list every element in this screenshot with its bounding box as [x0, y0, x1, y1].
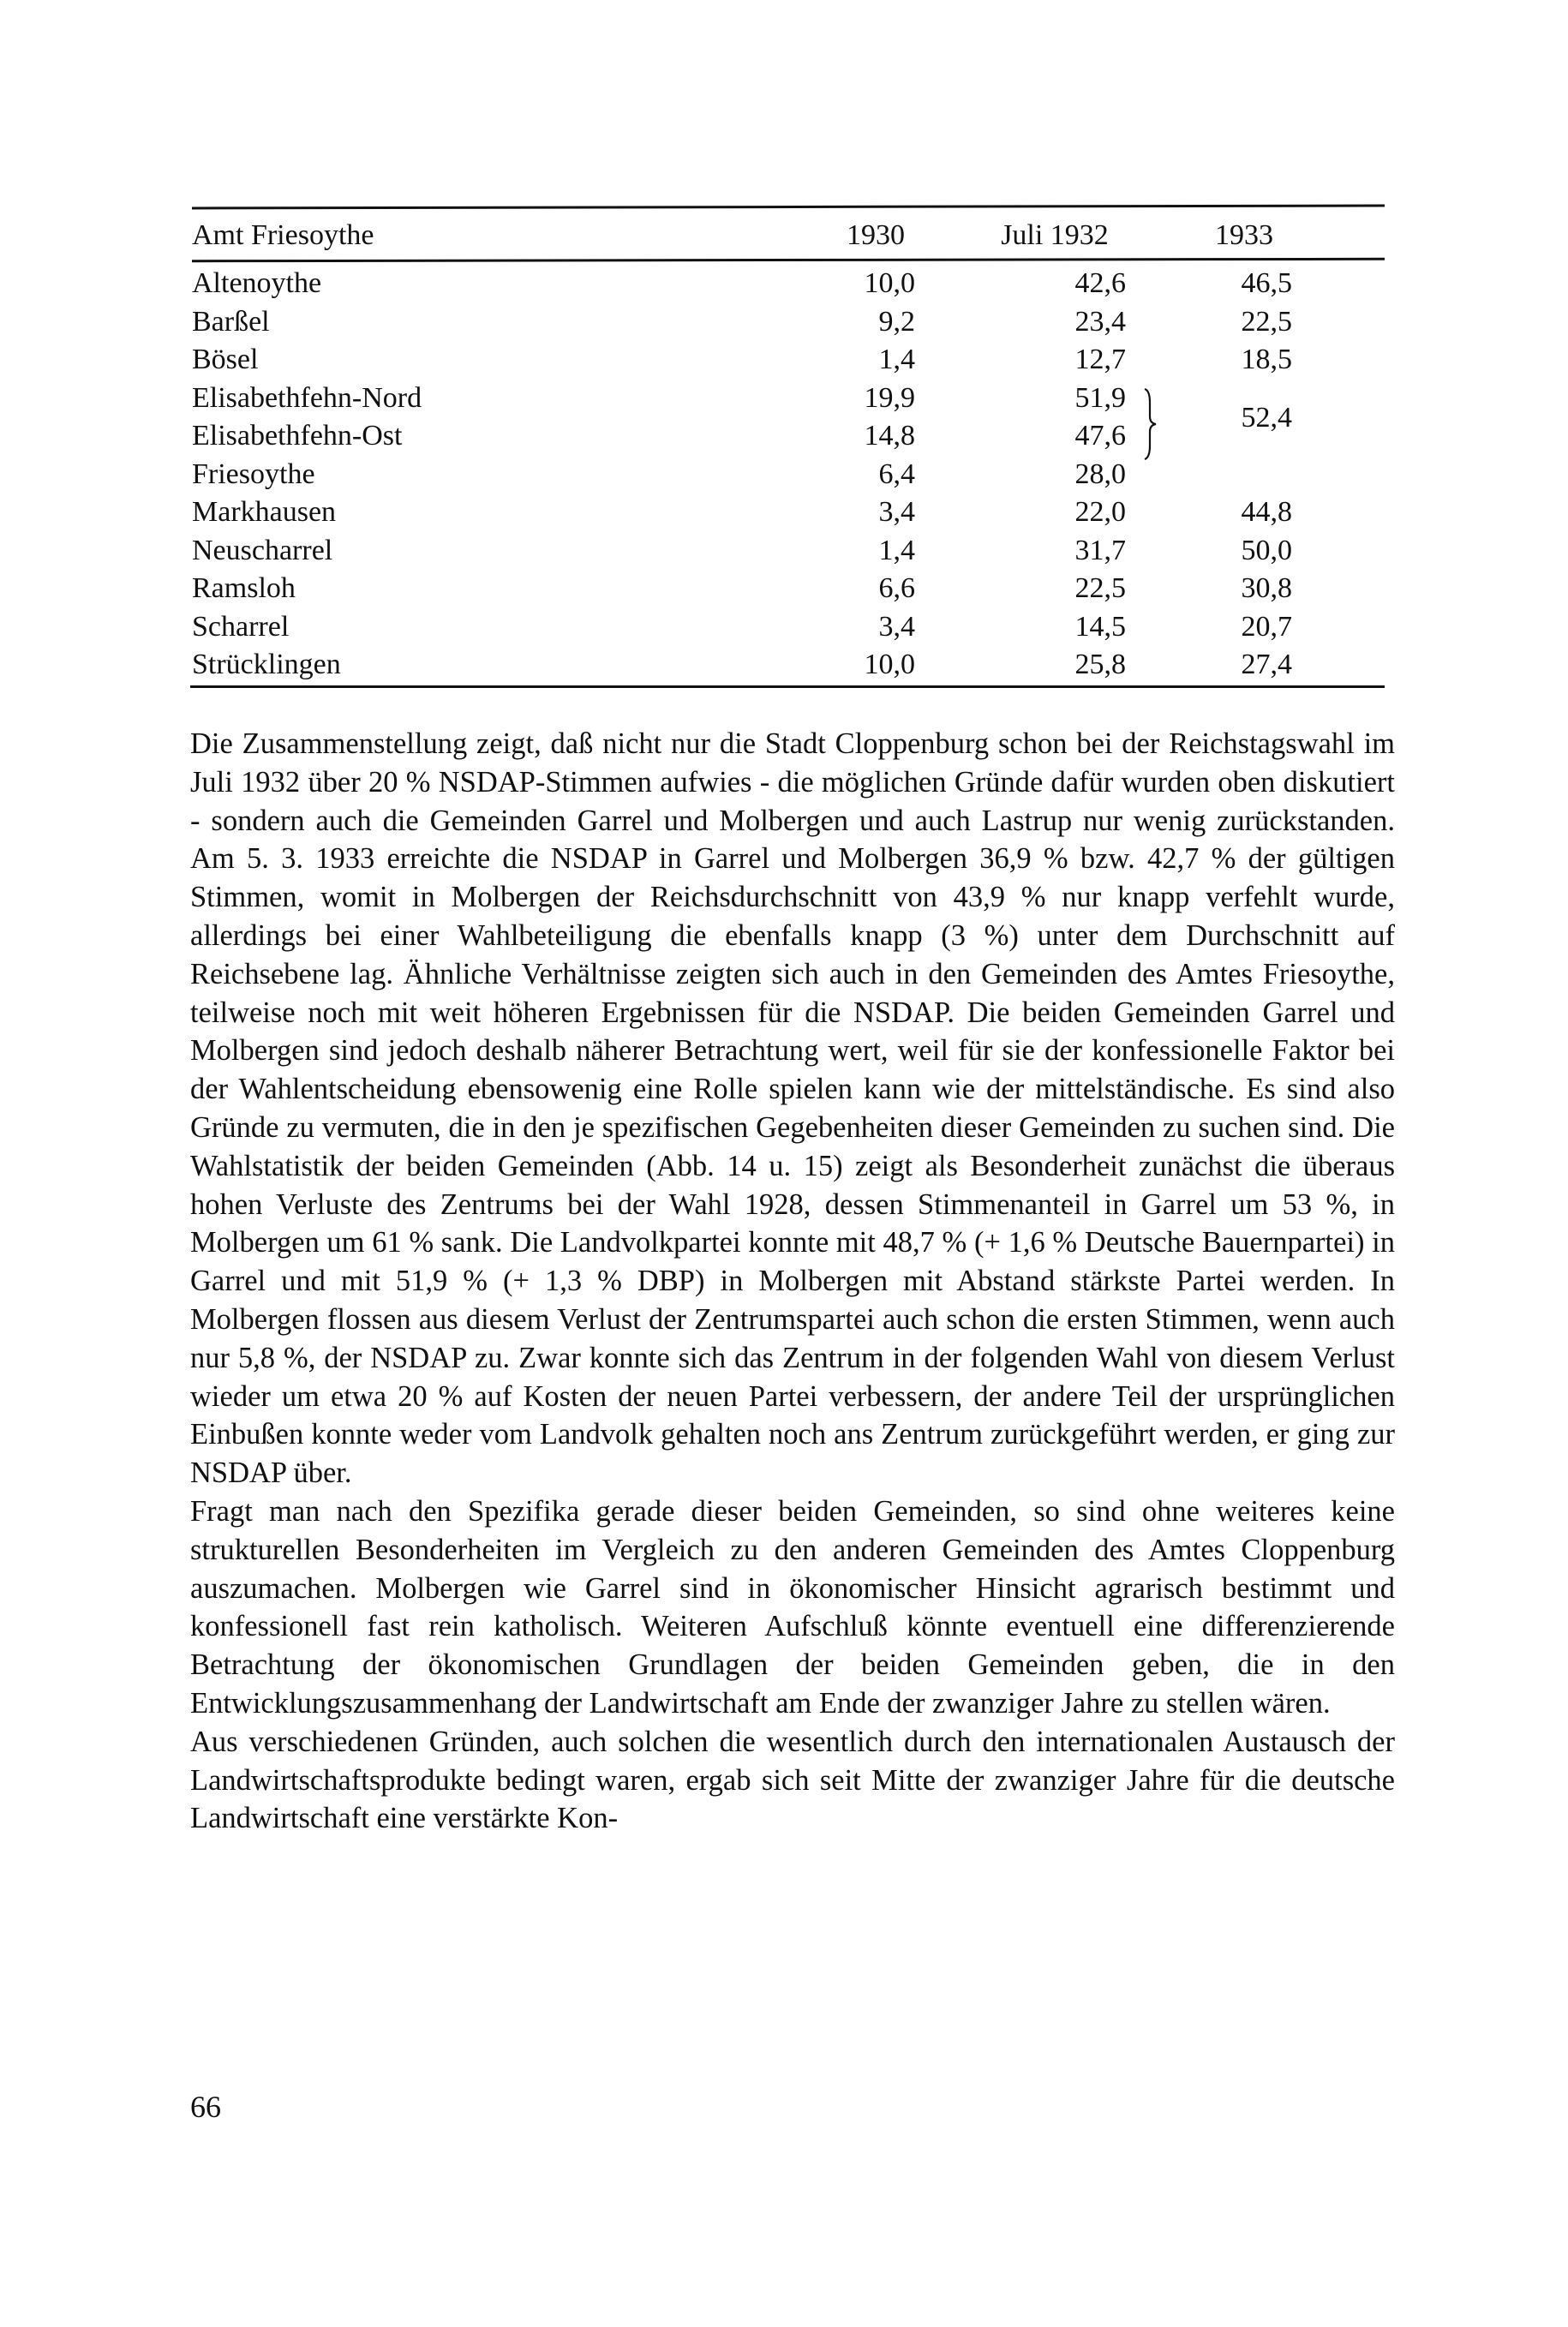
cell-1930: 10,0	[864, 649, 915, 680]
paragraph: Die Zusammenstellung zeigt, daß nicht nur die Stadt Cloppenburg schon bei der Reichstagswahl im Juli 1932 über 20 % NSDAP-Stimmen aufwies - die möglichen Gründe dafür wurden oben diskutiert - sondern auch die Gemeinden Garrel und Molbergen und auch Lastrup nur wenig zurückstanden. Am 5. 3. 1933 erreichte die NSDAP in Garrel und Molbergen 36,9 % bzw. 42,7 % der gültigen Stimmen, womit in Molbergen der Reichsdurchschnitt von 43,9 % nur knapp verfehlt wurde, allerdings bei einer Wahlbeteiligung die ebenfalls knapp (3 %) unter dem Durchschnitt auf Reichsebene lag. Ähnliche Verhältnisse zeigten sich auch in den Gemeinden des Amtes Friesoythe, teilweise noch mit weit höheren Ergebnissen für die NSDAP. Die beiden Gemeinden Garrel und Molbergen sind jedoch deshalb näherer Betrachtung wert, weil für sie der konfessionelle Faktor bei der Wahlentscheidung ebensowenig eine Rolle spielen kann wie der mittelständische. Es sind also Gründe zu vermuten, die in den je spezifischen Gegebenheiten dieser Gemeinden zu suchen sind. Die Wahlstatistik der beiden Gemeinden (Abb. 14 u. 15) zeigt als Besonderheit zunächst die überaus hohen Verluste des Zentrums bei der Wahl 1928, dessen Stimmenanteil in Garrel um 53 %, in Molbergen um 61 % sank. Die Landvolkpartei konnte mit 48,7 % (+ 1,6 % Deutsche Bauernpartei) in Garrel und mit 51,9 % (+ 1,3 % DBP) in Molbergen mit Abstand stärkste Partei werden. In Molbergen flossen aus diesem Verlust der Zentrumspartei auch schon die ersten Stimmen, wenn auch nur 5,8 %, der NSDAP zu. Zwar konnte sich das Zentrum in der folgenden Wahl von diesem Verlust wieder um etwa 20 % auf Kosten der neuen Partei verbessern, der andere Teil der ursprünglichen Einbußen konnte weder vom Landvolk gehalten noch ans Zentrum zurückgeführt werden, er ging zur NSDAP über.	[190, 727, 1395, 1490]
table-bottom-rule	[190, 685, 1385, 688]
row-name: Altenoythe	[192, 267, 322, 299]
table-row	[192, 611, 1385, 649]
cell-1930: 19,9	[864, 381, 915, 414]
cell-1932: 25,8	[1074, 649, 1126, 680]
row-name: Friesoythe	[192, 458, 315, 490]
cell-1933: 44,8	[1241, 496, 1292, 528]
cell-1933: 46,5	[1241, 267, 1292, 299]
table-row	[192, 458, 1385, 496]
table-row	[192, 649, 1385, 686]
cell-1930: 6,6	[878, 572, 915, 604]
table-header	[192, 219, 1385, 257]
table-row	[192, 306, 1385, 344]
header-juli-1932: Juli 1932	[1001, 219, 1109, 251]
cell-1930: 3,4	[878, 610, 915, 643]
row-name: Strücklingen	[192, 649, 341, 680]
header-amt: Amt Friesoythe	[192, 219, 374, 251]
page-number: 66	[190, 2090, 221, 2124]
cell-1933: 18,5	[1241, 344, 1292, 375]
cell-1930: 1,4	[878, 534, 915, 566]
brace-icon	[1141, 386, 1160, 463]
cell-1932: 42,6	[1074, 267, 1126, 299]
cell-1932: 47,6	[1074, 420, 1126, 452]
table-row	[192, 572, 1385, 610]
table-row	[192, 535, 1385, 572]
cell-1932: 22,0	[1074, 496, 1126, 528]
row-name: Ramsloh	[192, 572, 296, 604]
cell-1932: 23,4	[1074, 305, 1126, 338]
cell-1933: 22,5	[1241, 305, 1292, 338]
table-row	[192, 267, 1385, 305]
row-name: Barßel	[192, 305, 270, 338]
row-name: Elisabethfehn-Nord	[192, 381, 422, 414]
cell-1932: 22,5	[1074, 572, 1126, 604]
row-name: Neuscharrel	[192, 534, 333, 566]
cell-1930: 14,8	[864, 420, 915, 452]
paragraph: Fragt man nach den Spezifika gerade dieser beiden Gemeinden, so sind ohne weiteres keine strukturellen Besonderheiten im Vergleich zu den anderen Gemeinden des Amtes Cloppenburg auszumachen. Molbergen wie Garrel sind in ökonomischer Hinsicht agrarisch bestimmt und konfessionell fast rein katholisch. Weiteren Aufschluß könnte eventuell eine differenzierende Betrachtung der ökonomischen Grundlagen der beiden Gemeinden geben, die in den Entwicklungszusammenhang der Landwirtschaft am Ende der zwanziger Jahre zu stellen wären.	[190, 1494, 1395, 1720]
cell-1932: 12,7	[1074, 344, 1126, 375]
cell-1930: 9,2	[878, 305, 915, 338]
cell-1930: 3,4	[878, 496, 915, 528]
table-top-rule	[192, 205, 1385, 210]
cell-1932: 14,5	[1074, 610, 1126, 643]
header-1930: 1930	[847, 219, 905, 251]
cell-1933: 20,7	[1241, 610, 1292, 643]
cell-1932: 28,0	[1074, 458, 1126, 490]
cell-1930: 10,0	[864, 267, 915, 299]
cell-1933: 50,0	[1241, 534, 1292, 566]
row-name: Bösel	[192, 344, 259, 375]
paragraph: Aus verschiedenen Gründen, auch solchen die wesentlich durch den internationalen Austausch der Landwirtschaftsprodukte bedingt waren, ergab sich seit Mitte der zwanziger Jahre für die deutsche Landwirtschaft eine verstärkte Kon-	[190, 1725, 1395, 1835]
table-header-rule	[192, 258, 1385, 262]
cell-1933-elisabethfehn-combined: 52,4	[1241, 402, 1292, 434]
cell-1932: 51,9	[1074, 381, 1126, 414]
cell-1930: 6,4	[878, 458, 915, 490]
table-row	[192, 496, 1385, 534]
header-1933: 1933	[1215, 219, 1273, 251]
cell-1933: 27,4	[1241, 649, 1292, 680]
cell-1930: 1,4	[878, 344, 915, 375]
cell-1933: 30,8	[1241, 572, 1292, 604]
row-name: Scharrel	[192, 610, 290, 643]
row-name: Markhausen	[192, 496, 337, 528]
row-name: Elisabethfehn-Ost	[192, 420, 403, 452]
table-row	[192, 344, 1385, 381]
cell-1932: 31,7	[1074, 534, 1126, 566]
body-text	[190, 725, 1395, 1838]
